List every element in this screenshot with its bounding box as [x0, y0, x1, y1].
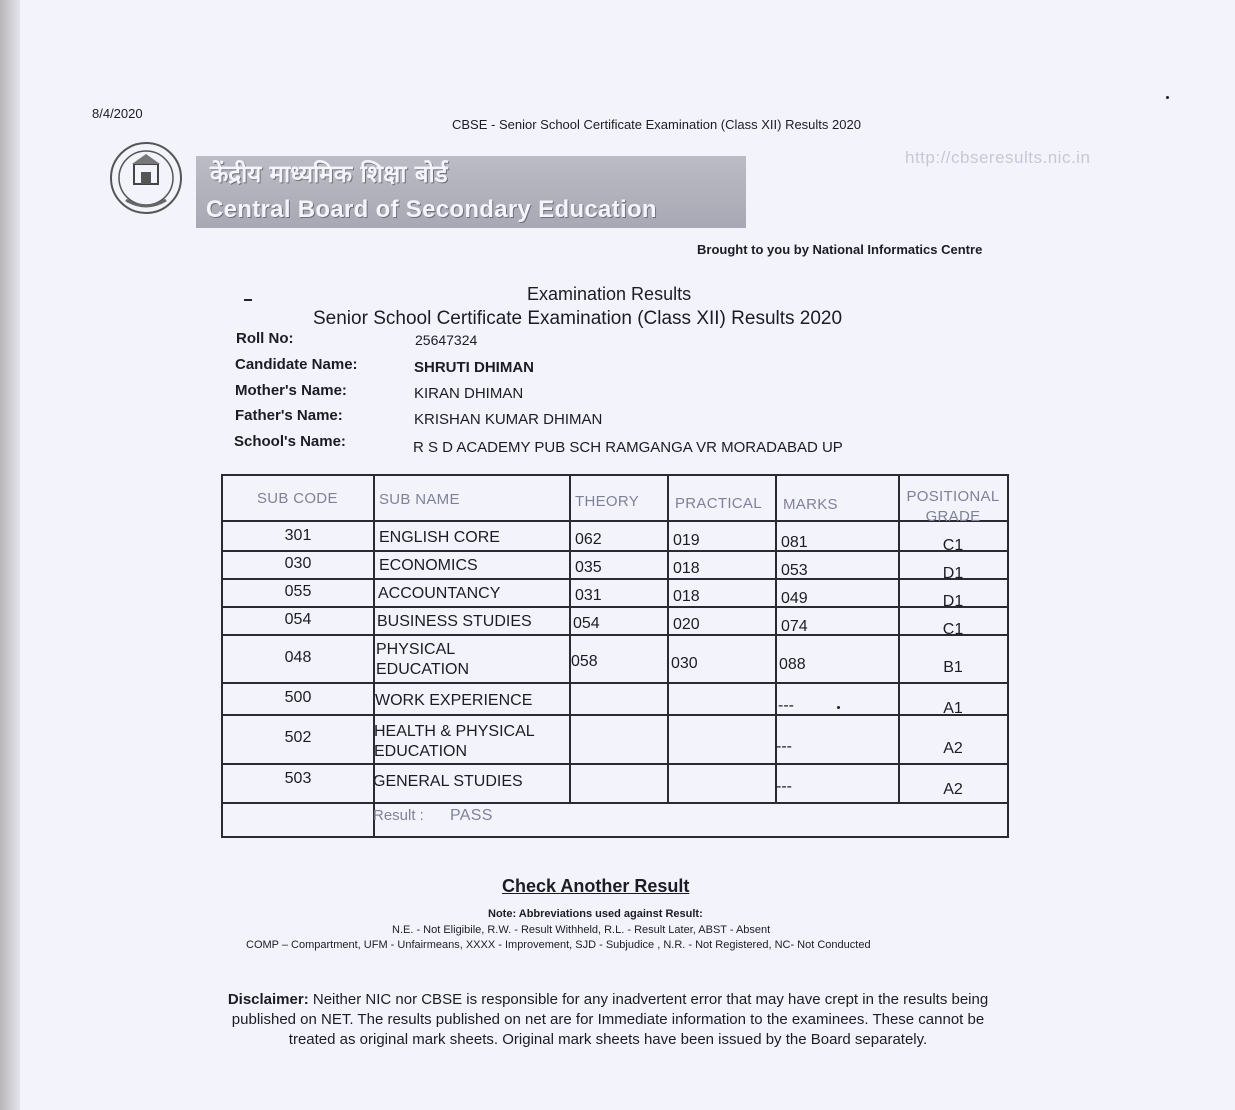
mother-name-label: Mother's Name: [235, 382, 347, 399]
result-label: Result : [373, 807, 424, 824]
school-name-label: School's Name: [234, 433, 346, 450]
column-divider [667, 476, 669, 803]
theory-cell: 054 [573, 615, 600, 632]
row-divider [223, 714, 1007, 716]
row-divider [223, 634, 1007, 636]
sub-name-cell-line2: EDUCATION [374, 743, 468, 760]
grade-cell: D1 [942, 593, 964, 610]
header-positional: POSITIONAL [906, 488, 1000, 505]
sub-code-cell: 502 [284, 729, 312, 746]
practical-cell: 020 [673, 616, 700, 633]
grade-cell: D1 [942, 565, 964, 582]
check-another-result-link[interactable]: Check Another Result [502, 876, 690, 896]
header-theory: THEORY [575, 493, 640, 510]
column-divider [898, 476, 900, 803]
column-divider [569, 476, 571, 803]
marks-cell: --- [776, 738, 792, 755]
theory-cell: 035 [575, 559, 602, 576]
sub-name-cell: ACCOUNTANCY [378, 585, 501, 602]
roll-no-value: 25647324 [415, 332, 478, 348]
sub-name-cell: GENERAL STUDIES [373, 773, 523, 790]
row-divider [223, 606, 1007, 608]
marks-cell: 049 [781, 590, 808, 607]
note-title: Note: Abbreviations used against Result: [488, 908, 703, 920]
sub-name-cell: PHYSICAL [376, 641, 456, 658]
sub-code-cell: 055 [284, 583, 312, 600]
note-line-1: N.E. - Not Eligibile, R.W. - Result Withheld, R.L. - Result Later, ABST - Absent [392, 924, 771, 936]
row-divider [223, 802, 1007, 804]
header-marks: MARKS [783, 496, 838, 513]
board-name-english: Central Board of Secondary Education [206, 196, 657, 223]
marks-cell: 053 [781, 562, 808, 579]
disclaimer-label: Disclaimer: [227, 991, 309, 1008]
header-sub-name: SUB NAME [379, 491, 460, 508]
marks-cell: --- [776, 778, 792, 795]
practical-cell: 019 [673, 532, 700, 549]
practical-cell: 018 [673, 588, 700, 605]
roll-no-label: Roll No: [236, 330, 294, 347]
theory-cell: 031 [575, 587, 602, 604]
marks-cell: 074 [781, 618, 808, 635]
marks-table [221, 474, 1009, 838]
result-value: PASS [450, 807, 493, 824]
row-divider [223, 682, 1007, 684]
header-grade: GRADE [925, 508, 981, 525]
grade-cell: C1 [942, 621, 964, 638]
disclaimer-text: Neither NIC nor CBSE is responsible for any inadvertent error that may have crept in the results being published on NET. The results published on net are for Immediate information to the examinees. These cannot be treated as original mark sheets. Original mark sheets have been issued by the Board separately. [231, 991, 989, 1048]
sub-code-cell: 054 [284, 611, 312, 628]
marks-cell: 088 [779, 656, 806, 673]
theory-cell: 058 [571, 653, 598, 670]
exam-title: Senior School Certificate Examination (Class XII) Results 2020 [313, 308, 843, 329]
theory-cell: 062 [575, 531, 602, 548]
row-divider [223, 763, 1007, 765]
note-line-2: COMP – Compartment, UFM - Unfairmeans, XXXX - Improvement, SJD - Subjudice , N.R. - Not Registered, NC- Not Conducted [246, 939, 871, 951]
site-url-link[interactable]: http://cbseresults.nic.in [905, 148, 1091, 167]
sub-name-cell: ECONOMICS [379, 557, 478, 574]
practical-cell: 018 [673, 560, 700, 577]
sub-code-cell: 048 [284, 649, 312, 666]
stray-dot [837, 706, 840, 709]
sub-name-cell: ENGLISH CORE [379, 529, 500, 546]
cbse-emblem-icon [108, 140, 184, 218]
grade-cell: C1 [942, 537, 964, 554]
sub-name-cell: BUSINESS STUDIES [377, 613, 532, 630]
candidate-name-label: Candidate Name: [235, 356, 358, 373]
grade-cell: A1 [943, 700, 963, 717]
row-divider [223, 520, 1007, 522]
father-name-value: KRISHAN KUMAR DHIMAN [414, 411, 603, 428]
header-sub-code: SUB CODE [257, 490, 338, 507]
grade-cell: B1 [943, 659, 963, 676]
header-practical: PRACTICAL [675, 495, 762, 512]
mother-name-value: KIRAN DHIMAN [414, 385, 524, 402]
candidate-name-value: SHRUTI DHIMAN [414, 359, 534, 376]
disclaimer [213, 990, 1003, 1050]
grade-cell: A2 [943, 781, 963, 798]
marks-cell: 081 [781, 534, 808, 551]
print-date: 8/4/2020 [92, 106, 143, 121]
sub-code-cell: 030 [284, 555, 312, 572]
sub-code-cell: 503 [284, 770, 312, 787]
sub-name-cell: WORK EXPERIENCE [375, 692, 533, 709]
sub-code-cell: 301 [284, 527, 312, 544]
stray-mark [244, 299, 252, 301]
marks-cell: --- [778, 697, 794, 714]
stray-dot [1166, 96, 1169, 99]
practical-cell: 030 [671, 655, 698, 672]
row-divider [223, 578, 1007, 580]
sub-name-cell: HEALTH & PHYSICAL [374, 723, 535, 740]
print-header-title: CBSE - Senior School Certificate Examination (Class XII) Results 2020 [452, 117, 861, 132]
row-divider [223, 550, 1007, 552]
board-name-hindi: केंद्रीय माध्यमिक शिक्षा बोर्ड [210, 160, 448, 188]
school-name-value: R S D ACADEMY PUB SCH RAMGANGA VR MORADABAD UP [413, 439, 843, 456]
brought-by-text: Brought to you by National Informatics Centre [697, 242, 983, 257]
sub-code-cell: 500 [284, 689, 312, 706]
exam-heading: Examination Results [527, 284, 692, 304]
father-name-label: Father's Name: [235, 407, 343, 424]
sub-name-cell-line2: EDUCATION [376, 661, 470, 678]
grade-cell: A2 [943, 740, 963, 757]
